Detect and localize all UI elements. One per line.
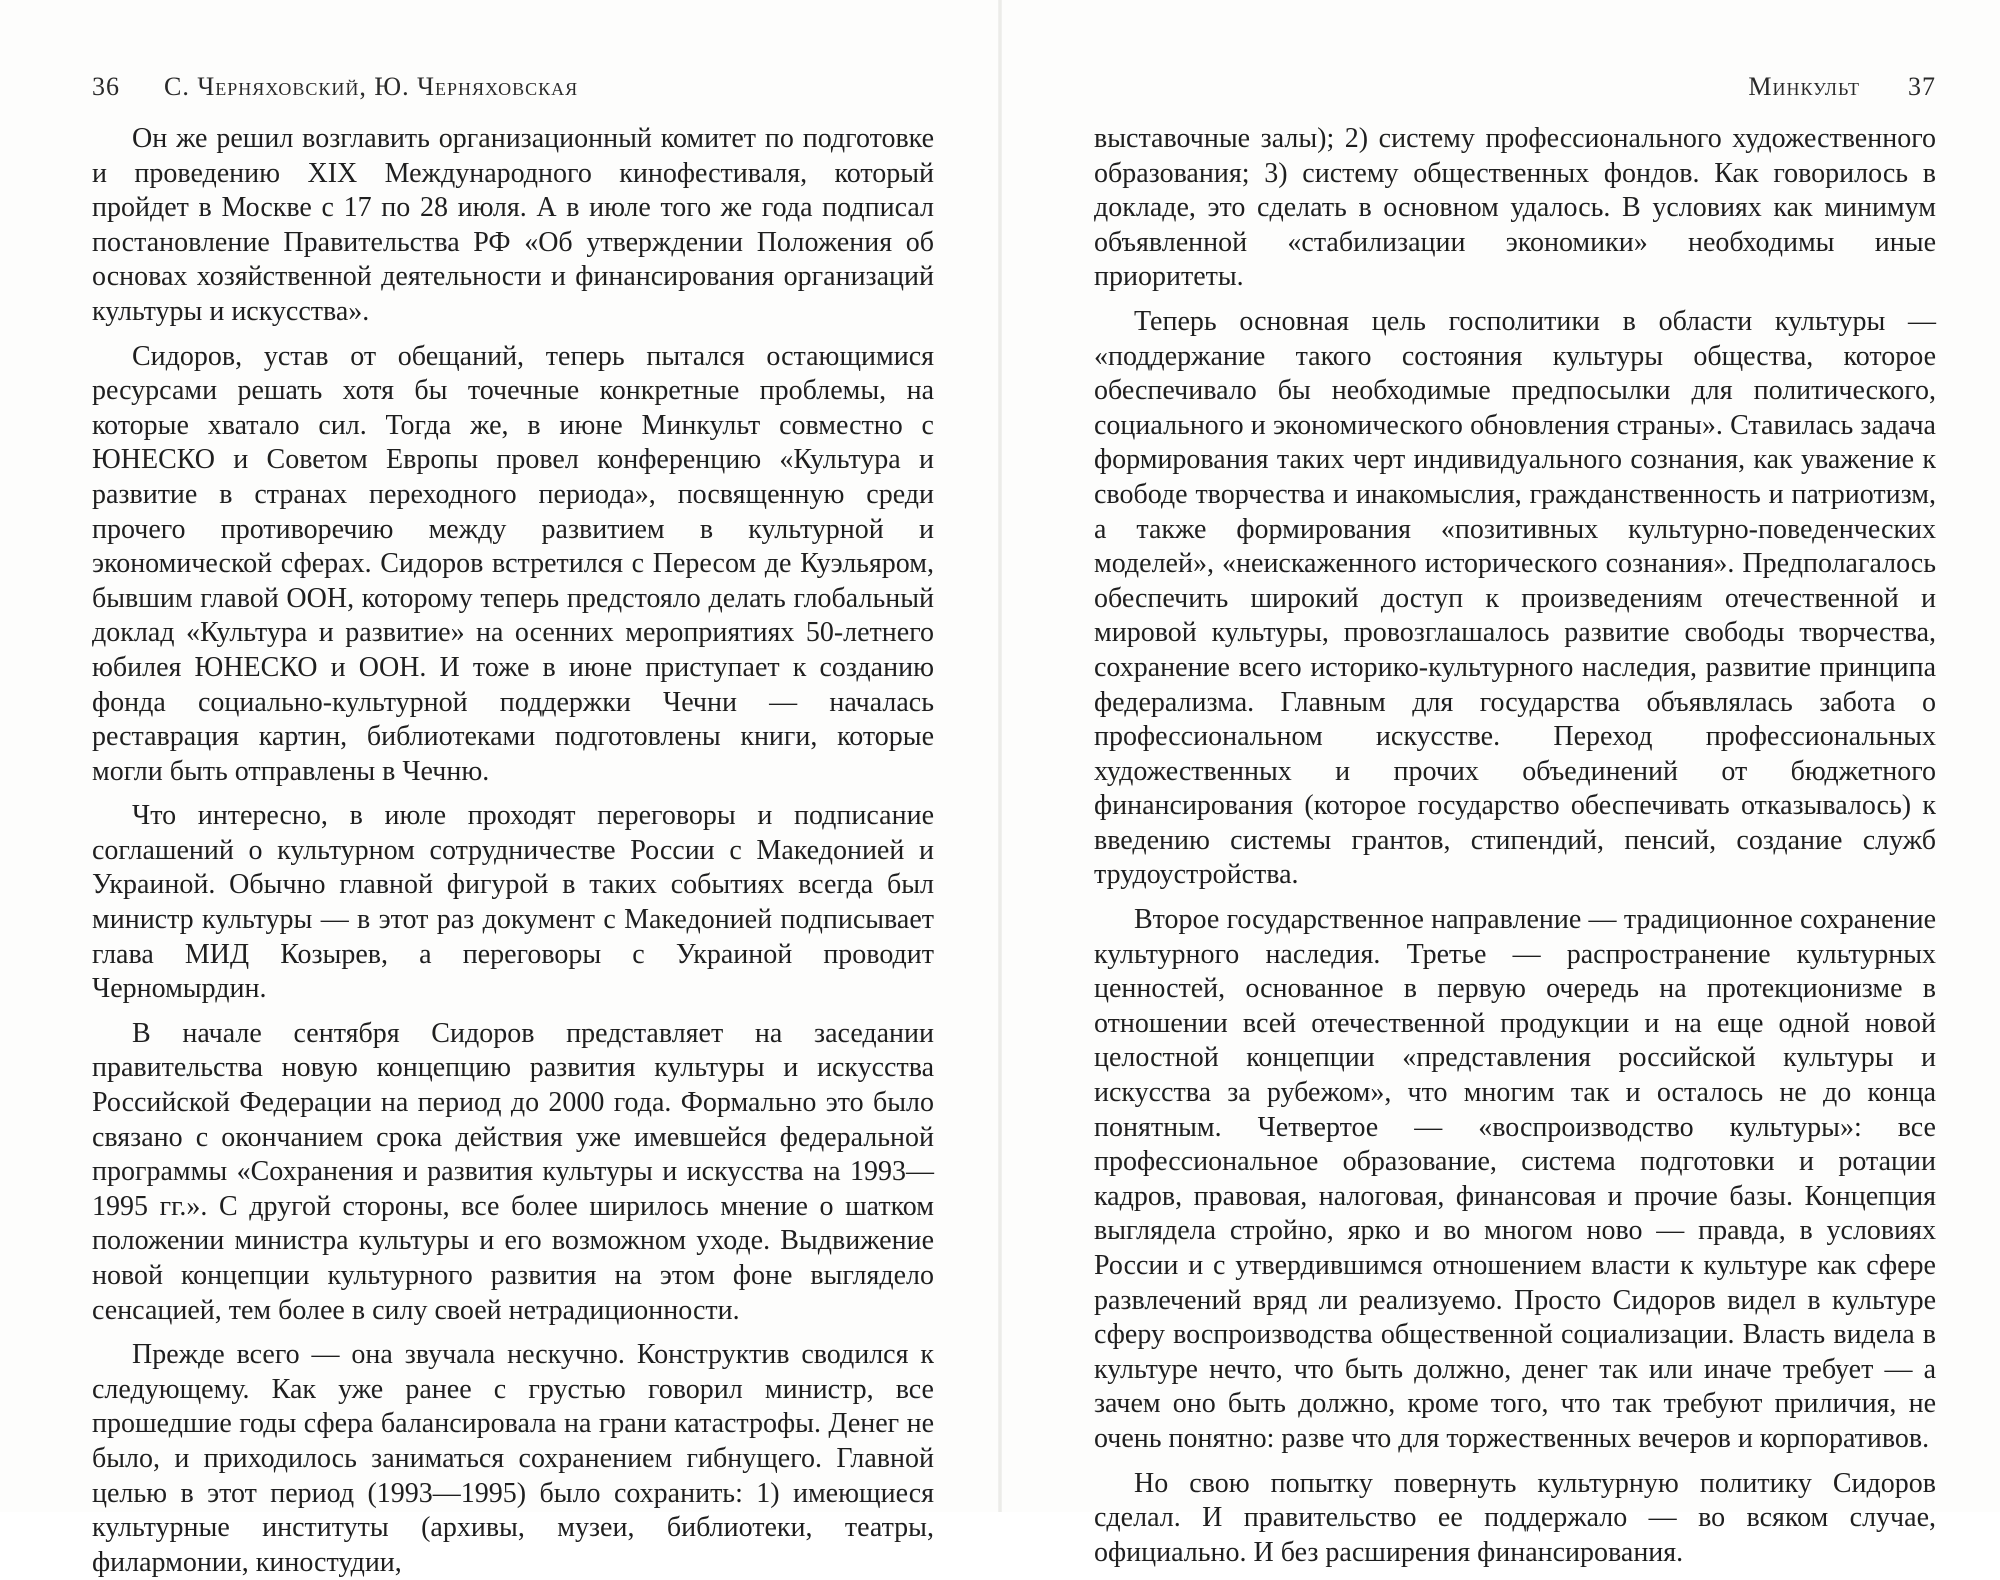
paragraph: Прежде всего — она звучала нескучно. Конструктив сводился к следующему. Как уже ранее с грустью говорил министр, все прошедшие годы сфера балансировала на грани катастрофы. Денег не было, и приходилось заниматься сохранением гибнущего. Главной целью в этот период (1993—1995) было сохранить: 1) имеющиеся культурные институты (архивы, музеи, библиотеки, театры, филармонии, киностудии, xyxy=(92,1339,934,1578)
right-page xyxy=(1094,0,1936,1568)
page-number-left: 36 xyxy=(92,72,120,101)
paragraph: Но свою попытку повернуть культурную политику Сидоров сделал. И правительство ее поддержало — во всяком случае, официально. И без расширения финансирования. xyxy=(1094,1467,1936,1568)
running-head-chapter: Минкульт xyxy=(1748,72,1860,101)
running-head-left xyxy=(92,72,934,102)
paragraph-continuation: выставочные залы); 2) систему профессионального художественного образования; 3) систему общественных фондов. Как говорилось в докладе, это сделать в основном удалось. В условиях как минимум объявленной «стабилизации экономики» необходимы иные приоритеты. xyxy=(1094,123,1936,293)
book-gutter xyxy=(998,0,1002,1512)
right-page-body xyxy=(1094,122,1936,1570)
paragraph: В начале сентября Сидоров представляет на заседании правительства новую концепцию развития культуры и искусства Российской Федерации на период до 2000 года. Формально это было связано с окончанием срока действия уже имевшейся федеральной программы «Сохранения и развития культуры и искусства на 1993—1995 гг.». С другой стороны, все более ширилось мнение о шатком положении министра культуры и его возможном уходе. Выдвижение новой концепции культурного развития на этом фоне выглядело сенсацией, тем более в силу своей нетрадиционности. xyxy=(92,1017,934,1326)
running-head-authors: С. Черняховский, Ю. Черняховская xyxy=(164,72,579,101)
left-page xyxy=(92,0,934,1578)
paragraph: Второе государственное направление — традиционное сохранение культурного наследия. Третье — распространение культурных ценностей, основанное в первую очередь на протекционизме в отношении всей отечественной продукции и на еще одной новой целостной концепции «представления российской культуры и искусства за рубежом», что многим так и осталось не до конца понятным. Четвертое — «воспроизводство культуры»: все профессиональное образование, система подготовки и ротации кадров, правовая, налоговая, финансовая и прочие базы. Концепция выглядела стройно, ярко и во многом ново — правда, в условиях России и с утвердившимся отношением власти к культуре как сфере развлечений вряд ли реализуемо. Просто Сидоров видел в культуре сферу воспроизводства общественной социализации. Власть видела в культуре нечто, что быть должно, денег так или иначе требует — а зачем оно быть должно, кроме того, что так требуют приличия, не очень понятно: разве что для торжественных вечеров и корпоративов. xyxy=(1094,904,1936,1454)
paragraph: Что интересно, в июле проходят переговоры и подписание соглашений о культурном сотрудничестве России с Македонией и Украиной. Обычно главной фигурой в таких событиях всегда был министр культуры — в этот раз документ с Македонией подписывает глава МИД Козырев, а переговоры с Украиной проводит Черномырдин. xyxy=(92,800,934,1005)
paragraph: Теперь основная цель госполитики в области культуры — «поддержание такого состояния культуры общества, которое обеспечивало бы необходимые предпосылки для политического, социального и экономического обновления страны». Ставилась задача формирования таких черт индивидуального сознания, как уважение к свободе творчества и инакомыслия, гражданственность и патриотизм, а также формирования «позитивных культурно-поведенческих моделей», «неискаженного исторического сознания». Предполагалось обеспечить широкий доступ к произведениям отечественной и мировой культуры, провозглашалось развитие свободы творчества, сохранение всего историко-культурного наследия, развитие принципа федерализма. Главным для государства объявлялась забота о профессиональном искусстве. Переход профессиональных художественных и прочих объединений от бюджетного финансирования (которое государство обеспечивать отказывалось) к введению системы грантов, стипендий, пенсий, создание служб трудоустройства. xyxy=(1094,305,1936,891)
running-head-right xyxy=(1094,72,1936,102)
left-page-body xyxy=(92,122,934,1580)
page-number-right: 37 xyxy=(1908,72,1936,101)
paragraph: Сидоров, устав от обещаний, теперь пытался остающимися ресурсами решать хотя бы точечные конкретные проблемы, на которые хватало сил. Тогда же, в июне Минкульт совместно с ЮНЕСКО и Советом Европы провел конференцию «Культура и развитие в странах переходного периода», посвященную среди прочего противоречию между развитием в культурной и экономической сферах. Сидоров встретился с Пересом де Куэльяром, бывшим главой ООН, которому теперь предстояло делать глобальный доклад «Культура и развитие» на осенних мероприятиях 50-летнего юбилея ЮНЕСКО и ООН. И тоже в июне приступает к созданию фонда социально-культурной поддержки Чечни — началась реставрация картин, библиотеками подготовлены книги, которые могли быть отправлены в Чечню. xyxy=(92,340,934,787)
paragraph: Он же решил возглавить организационный комитет по подготовке и проведению XIX Международного кинофестиваля, который пройдет в Москве с 17 по 28 июля. А в июле того же года подписал постановление Правительства РФ «Об утверждении Положения об основах хозяйственной деятельности и финансирования организаций культуры и искусства». xyxy=(92,123,934,327)
